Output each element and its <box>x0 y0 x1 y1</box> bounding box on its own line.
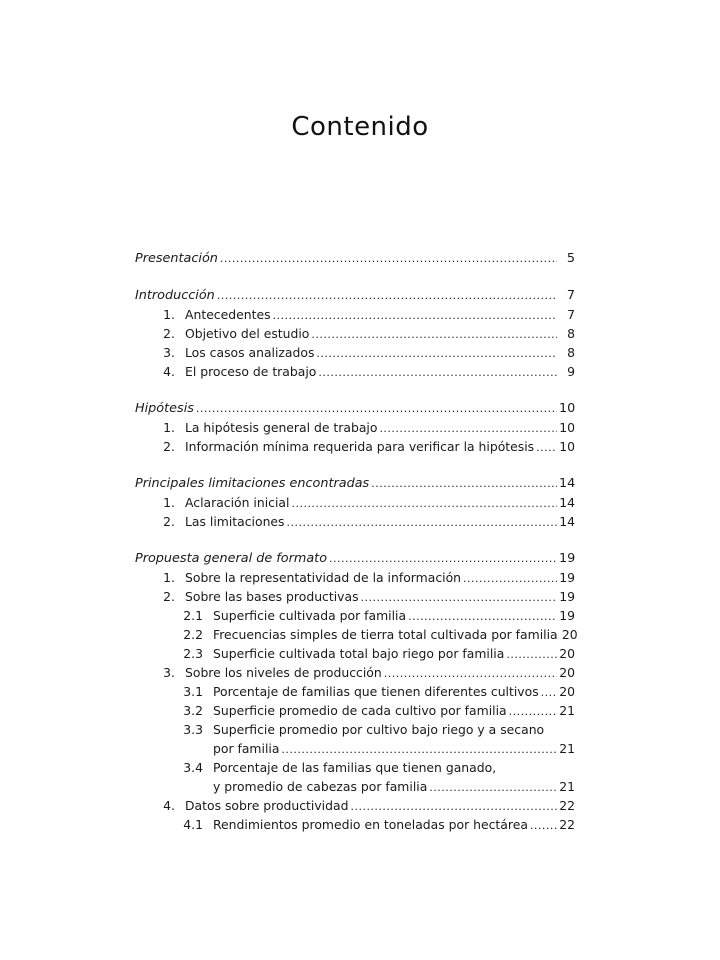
toc-section <box>135 549 578 834</box>
dot-leader <box>361 588 557 607</box>
entry-number: 3.2 <box>183 703 203 718</box>
entry-number: 2. <box>163 326 175 341</box>
entry-title: El proceso de trabajo <box>185 364 317 379</box>
dot-leader <box>220 249 557 268</box>
entry-number: 2.1 <box>183 608 203 623</box>
dot-leader <box>379 419 557 438</box>
page-number: 20 <box>561 627 578 642</box>
entry-title: Porcentaje de las familias que tienen ganado, <box>213 760 497 775</box>
entry-title: Superficie promedio por cultivo bajo riego y a secano <box>213 722 545 737</box>
section-heading <box>135 249 575 268</box>
page-number: 19 <box>559 608 575 623</box>
entry-title: Antecedentes <box>185 307 271 322</box>
entry-number: 2. <box>163 589 175 604</box>
toc-section <box>135 286 575 381</box>
toc-subentry <box>135 815 575 834</box>
entry-title: Sobre los niveles de producción <box>185 665 382 680</box>
page-number: 20 <box>559 646 575 661</box>
toc-subentry <box>135 644 575 663</box>
toc-entry <box>135 796 575 815</box>
entry-number: 1. <box>163 570 175 585</box>
dot-leader <box>217 286 557 305</box>
entry-number: 2. <box>163 439 175 454</box>
entry-title: Datos sobre productividad <box>185 798 349 813</box>
dot-leader <box>506 645 557 664</box>
table-of-contents <box>135 249 578 852</box>
dot-leader <box>429 778 557 797</box>
page-title: Contenido <box>291 112 429 142</box>
entry-number: 3.4 <box>183 760 203 775</box>
toc-subentry-continued <box>135 777 575 796</box>
toc-entry <box>135 663 575 682</box>
entry-title: Propuesta general de formato <box>135 551 328 566</box>
entry-title: Aclaración inicial <box>185 495 290 510</box>
toc-entry <box>135 324 575 343</box>
toc-entry <box>135 305 575 324</box>
dot-leader <box>408 607 557 626</box>
entry-number: 2. <box>163 514 175 529</box>
page-number: 14 <box>559 514 575 529</box>
page-number: 19 <box>559 551 576 566</box>
dot-leader <box>196 399 557 418</box>
entry-number: 2.3 <box>183 646 203 661</box>
toc-subentry <box>135 720 575 739</box>
entry-title: Los casos analizados <box>185 345 315 360</box>
page-number: 22 <box>559 798 575 813</box>
page-number: 22 <box>559 817 575 832</box>
entry-title: Sobre la representatividad de la información <box>185 570 462 585</box>
entry-number: 1. <box>163 420 175 435</box>
dot-leader <box>536 438 557 457</box>
page-number: 8 <box>567 345 575 360</box>
toc-subentry-continued <box>135 739 575 758</box>
toc-subentry <box>135 758 575 777</box>
entry-title: Rendimientos promedio en toneladas por hectárea <box>213 817 528 832</box>
dot-leader <box>530 816 557 835</box>
section-heading <box>135 399 575 418</box>
dot-leader <box>329 549 557 568</box>
entry-title: Hipótesis <box>135 401 194 416</box>
toc-section <box>135 399 575 456</box>
page-number: 19 <box>559 570 575 585</box>
section-heading <box>135 474 575 493</box>
toc-entry <box>135 418 575 437</box>
page-number: 5 <box>566 251 575 266</box>
dot-leader <box>371 474 557 493</box>
page-number: 10 <box>559 401 576 416</box>
dot-leader <box>311 325 557 344</box>
toc-entry <box>135 362 575 381</box>
entry-title: Introducción <box>135 288 215 303</box>
toc-entry <box>135 493 575 512</box>
entry-title: Porcentaje de familias que tienen diferentes cultivos <box>213 684 539 699</box>
toc-subentry <box>135 625 578 644</box>
page-number: 21 <box>559 779 575 794</box>
section-heading <box>135 286 575 305</box>
entry-number: 4.1 <box>183 817 203 832</box>
page-number: 21 <box>559 703 575 718</box>
toc-entry <box>135 568 575 587</box>
entry-title: Sobre las bases productivas <box>185 589 359 604</box>
toc-section <box>135 474 575 531</box>
page-number: 20 <box>559 684 575 699</box>
toc-entry <box>135 343 575 362</box>
entry-number: 3. <box>163 345 175 360</box>
section-heading <box>135 549 575 568</box>
toc-entry <box>135 587 575 606</box>
page-number: 21 <box>559 741 575 756</box>
entry-title: Presentación <box>135 251 218 266</box>
page-number: 19 <box>559 589 575 604</box>
dot-leader <box>273 306 557 325</box>
entry-number: 3.3 <box>183 722 203 737</box>
dot-leader <box>316 344 557 363</box>
entry-title: Las limitaciones <box>185 514 285 529</box>
toc-subentry <box>135 701 575 720</box>
entry-number: 1. <box>163 307 175 322</box>
entry-title: Frecuencias simples de tierra total cultivada por familia <box>213 627 558 642</box>
page-number: 20 <box>559 665 575 680</box>
dot-leader <box>384 664 557 683</box>
entry-title: Objetivo del estudio <box>185 326 310 341</box>
toc-section <box>135 249 575 268</box>
entry-number: 2.2 <box>183 627 203 642</box>
dot-leader <box>281 740 557 759</box>
dot-leader <box>509 702 557 721</box>
entry-title: Principales limitaciones encontradas <box>135 476 370 491</box>
dot-leader <box>350 797 557 816</box>
page-number: 10 <box>559 439 575 454</box>
entry-title: Superficie promedio de cada cultivo por familia <box>213 703 507 718</box>
entry-number: 4. <box>163 364 175 379</box>
entry-title: y promedio de cabezas por familia <box>213 779 428 794</box>
dot-leader <box>291 494 557 513</box>
dot-leader <box>463 569 557 588</box>
page-number: 8 <box>567 326 575 341</box>
page-number: 14 <box>559 495 575 510</box>
toc-subentry <box>135 606 575 625</box>
page-number: 7 <box>566 288 575 303</box>
dot-leader <box>541 683 557 702</box>
toc-subentry <box>135 682 575 701</box>
toc-entry <box>135 512 575 531</box>
entry-title: Superficie cultivada por familia <box>213 608 407 623</box>
entry-number: 3. <box>163 665 175 680</box>
entry-number: 1. <box>163 495 175 510</box>
page-number: 14 <box>559 476 576 491</box>
entry-number: 3.1 <box>183 684 203 699</box>
entry-title: Información mínima requerida para verificar la hipótesis <box>185 439 535 454</box>
dot-leader <box>318 363 557 382</box>
toc-entry <box>135 437 575 456</box>
entry-title: por familia <box>213 741 280 756</box>
page-number: 7 <box>567 307 575 322</box>
entry-title: La hipótesis general de trabajo <box>185 420 378 435</box>
page-number: 9 <box>567 364 575 379</box>
dot-leader <box>287 513 557 532</box>
entry-title: Superficie cultivada total bajo riego por familia <box>213 646 505 661</box>
page-number: 10 <box>559 420 575 435</box>
entry-number: 4. <box>163 798 175 813</box>
